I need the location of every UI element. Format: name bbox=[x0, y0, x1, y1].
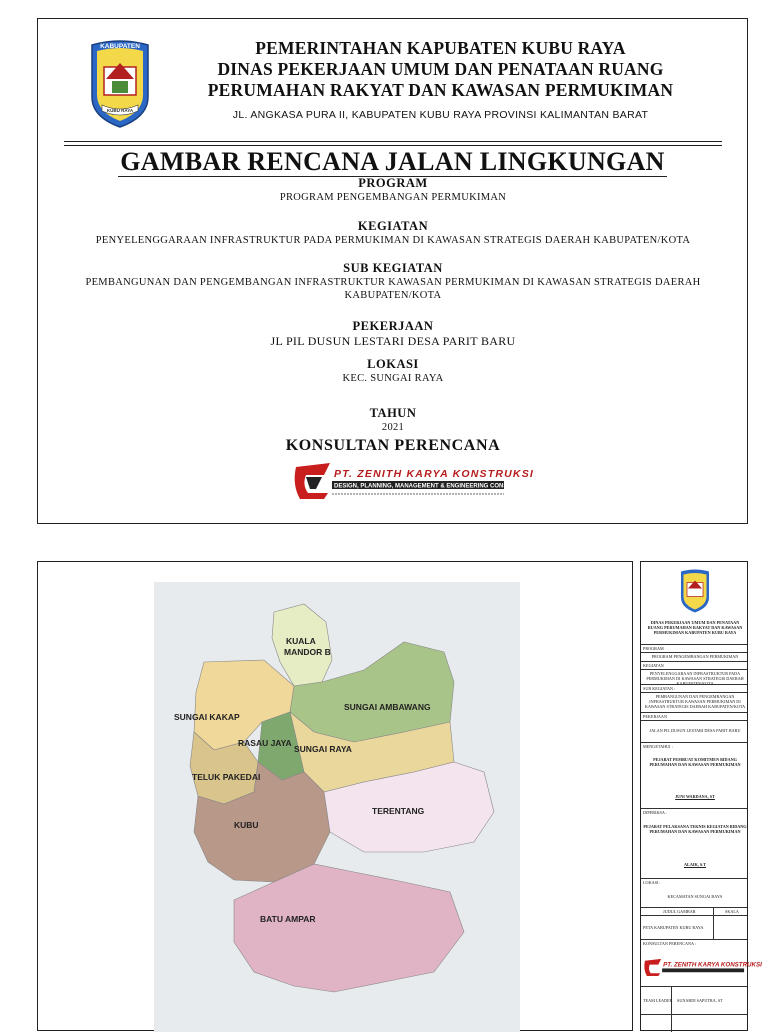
tb-consultant-name: PT. ZENITH KARYA KONSTRUKSI bbox=[663, 961, 762, 969]
address: JL. ANGKASA PURA II, KABUPATEN KUBU RAYA PROVINSI KALIMANTAN BARAT bbox=[232, 109, 649, 121]
tb-ppk-name: JUNI WARDANA, ST bbox=[675, 794, 715, 799]
program-section bbox=[58, 176, 728, 204]
tb-pptk-title: PEJABAT PELAKSANA TEKNIS KEGIATAN BIDANG PERUMAHAN DAN KAWASAN PERMUKIMAN bbox=[643, 824, 747, 834]
label-kuala-mandor-2: MANDOR B bbox=[284, 647, 331, 657]
tb-row-subkegiatan bbox=[641, 684, 747, 685]
tb-judul-value: PETA KABUPATEN KUBU RAYA bbox=[643, 925, 704, 930]
emblem-ribbon-text: KUBU RAYA bbox=[106, 108, 134, 113]
tb-program-label: PROGRAM bbox=[643, 646, 664, 651]
title-block bbox=[640, 561, 762, 1031]
header-line-1: PEMERINTAHAN KAPUBATEN KUBU RAYA bbox=[255, 38, 626, 58]
kegiatan-section bbox=[58, 219, 728, 247]
kegiatan-value: PENYELENGGARAAN INFRASTRUKTUR PADA PERMUKIMAN DI KAWASAN STRATEGIS DAERAH KABUPATEN/KOTA bbox=[95, 235, 691, 246]
tb-row-subkegiatan-value bbox=[641, 692, 747, 693]
lokasi-label: LOKASI bbox=[367, 357, 419, 371]
tb-row-lokasi bbox=[641, 878, 747, 879]
tb-row-program bbox=[641, 644, 747, 645]
label-rasau-jaya: RASAU JAYA bbox=[238, 738, 292, 748]
tb-row-program-value bbox=[641, 652, 747, 653]
tb-ppk-title: PEJABAT PEMBUAT KOMITMEN BIDANG PERUMAHAN DAN KAWASAN PERMUKIMAN bbox=[649, 757, 741, 767]
tb-kegiatan-label: KEGIATAN bbox=[643, 663, 664, 668]
label-terentang: TERENTANG bbox=[372, 806, 425, 816]
header-line-2: DINAS PEKERJAAN UMUM DAN PENATAAN RUANG bbox=[217, 59, 664, 79]
consultant-name: PT. ZENITH KARYA KONSTRUKSI bbox=[334, 468, 535, 480]
tb-row-mengetahui bbox=[641, 742, 747, 743]
kubu-raya-map bbox=[154, 582, 520, 1032]
tb-subkegiatan-label: SUB KEGIATAN : bbox=[643, 686, 676, 691]
program-value: PROGRAM PENGEMBANGAN PERMUKIMAN bbox=[279, 192, 507, 203]
label-kuala-mandor-1: KUALA bbox=[286, 636, 316, 646]
label-kubu: KUBU bbox=[234, 820, 259, 830]
pekerjaan-value: JL PIL DUSUN LESTARI DESA PARIT BARU bbox=[270, 334, 516, 348]
tb-team-divider bbox=[671, 986, 672, 1032]
tahun-value: 2021 bbox=[381, 422, 405, 433]
tb-judul-label: JUDUL GAMBAR bbox=[663, 909, 696, 914]
subkegiatan-section bbox=[58, 261, 728, 302]
tb-judul-divider bbox=[713, 907, 714, 939]
tb-diperiksa-label: DIPERIKSA : bbox=[643, 810, 667, 815]
tb-row-judul bbox=[641, 907, 747, 908]
kubu-raya-emblem bbox=[88, 39, 152, 129]
subkegiatan-value-1: PEMBANGUNAN DAN PENGEMBANGAN INFRASTRUKTUR KAWASAN PERMUKIMAN DI KAWASAN STRATEGIS DAERAH bbox=[85, 277, 701, 288]
tb-row-kegiatan bbox=[641, 661, 747, 662]
label-sungai-raya: SUNGAI RAYA bbox=[294, 744, 352, 754]
tb-row-kegiatan-value bbox=[641, 669, 747, 670]
titleblock-emblem bbox=[679, 568, 711, 614]
label-batu-ampar: BATU AMPAR bbox=[260, 914, 316, 924]
label-teluk-pakedai: TELUK PAKEDAI bbox=[192, 772, 261, 782]
document-title-text: GAMBAR RENCANA JALAN LINGKUNGAN bbox=[120, 147, 665, 176]
tb-consultant-logo bbox=[644, 956, 762, 978]
tb-row-bottom bbox=[641, 1014, 747, 1015]
tb-mengetahui-label: MENGETAHUI : bbox=[643, 744, 673, 749]
pekerjaan-label: PEKERJAAN bbox=[352, 319, 434, 333]
konsultan-section bbox=[58, 437, 728, 455]
tahun-label: TAHUN bbox=[369, 406, 417, 420]
kegiatan-label: KEGIATAN bbox=[357, 219, 429, 233]
lokasi-value: KEC. SUNGAI RAYA bbox=[342, 373, 444, 384]
emblem-text: KABUPATEN bbox=[100, 43, 140, 50]
tb-pekerjaan-label: PEKERJAAN bbox=[643, 714, 667, 719]
subkegiatan-label: SUB KEGIATAN bbox=[343, 261, 443, 275]
label-sungai-ambawang: SUNGAI AMBAWANG bbox=[344, 702, 431, 712]
tb-pptk-name: ALAIK, S.T bbox=[684, 862, 706, 867]
tb-row-team-leader bbox=[641, 986, 747, 987]
tb-row-pekerjaan bbox=[641, 712, 747, 713]
tahun-section bbox=[58, 406, 728, 434]
konsultan-label: KONSULTAN PERENCANA bbox=[285, 437, 501, 454]
tb-team-leader-value: SUNARDI SAPUTRA, ST bbox=[677, 998, 723, 1003]
tb-row-judul-value bbox=[641, 915, 747, 916]
label-sungai-kakap: SUNGAI KAKAP bbox=[174, 712, 240, 722]
tb-team-leader-label: TEAM LEADER bbox=[643, 998, 673, 1003]
tb-program-value: PROGRAM PENGEMBANGAN PERMUKIMAN bbox=[651, 654, 739, 659]
tb-row-diperiksa bbox=[641, 808, 747, 809]
tb-subkegiatan-value: PEMBANGUNAN DAN PENGEMBANGAN INFRASTRUKTUR KAWASAN PERMUKIMAN DI KAWASAN STRATEGIS DAERAH KABUPATEN/KOTA bbox=[644, 694, 746, 709]
pekerjaan-section bbox=[58, 319, 728, 349]
header-divider bbox=[64, 141, 722, 142]
header-line-3: PERUMAHAN RAKYAT DAN KAWASAN PERMUKIMAN bbox=[207, 80, 674, 100]
tb-lokasi-value: KECAMATAN SUNGAI RAYA bbox=[667, 894, 723, 899]
consultant-logo bbox=[294, 459, 535, 501]
lokasi-section bbox=[58, 357, 728, 385]
map-sheet bbox=[37, 561, 633, 1031]
tb-pekerjaan-value: JALAN PIL DUSUN LESTARI DESA PARIT BARU bbox=[649, 728, 741, 733]
consultant-tagline: DESIGN, PLANNING, MANAGEMENT & ENGINEERING CONSULTANT bbox=[334, 483, 531, 490]
header-divider-thin bbox=[64, 145, 722, 146]
tb-row-pekerjaan-value bbox=[641, 720, 747, 721]
subkegiatan-value-2: KABUPATEN/KOTA bbox=[344, 290, 442, 301]
document-title bbox=[38, 147, 747, 177]
tb-lokasi-label: LOKASI : bbox=[643, 880, 661, 885]
tb-row-konsultan bbox=[641, 939, 747, 940]
tb-kegiatan-value: PENYELENGGARAAN INFRASTRUKTUR PADA PERMUKIMAN DI KAWASAN STRATEGIS DAERAH KABUPATEN/KOTA bbox=[646, 671, 744, 686]
cover-sheet bbox=[37, 18, 748, 524]
tb-skala-label: SKALA bbox=[725, 909, 739, 914]
tb-konsultan-label: KONSULTAN PERENCANA : bbox=[643, 941, 697, 946]
tb-agency: DINAS PEKERJAAN UMUM DAN PENATAAN RUANG PERUMAHAN RAKYAT DAN KAWASAN PERMUKIMAN KABUPATEN KUBU RAYA bbox=[647, 620, 743, 635]
program-label: PROGRAM bbox=[358, 176, 428, 190]
